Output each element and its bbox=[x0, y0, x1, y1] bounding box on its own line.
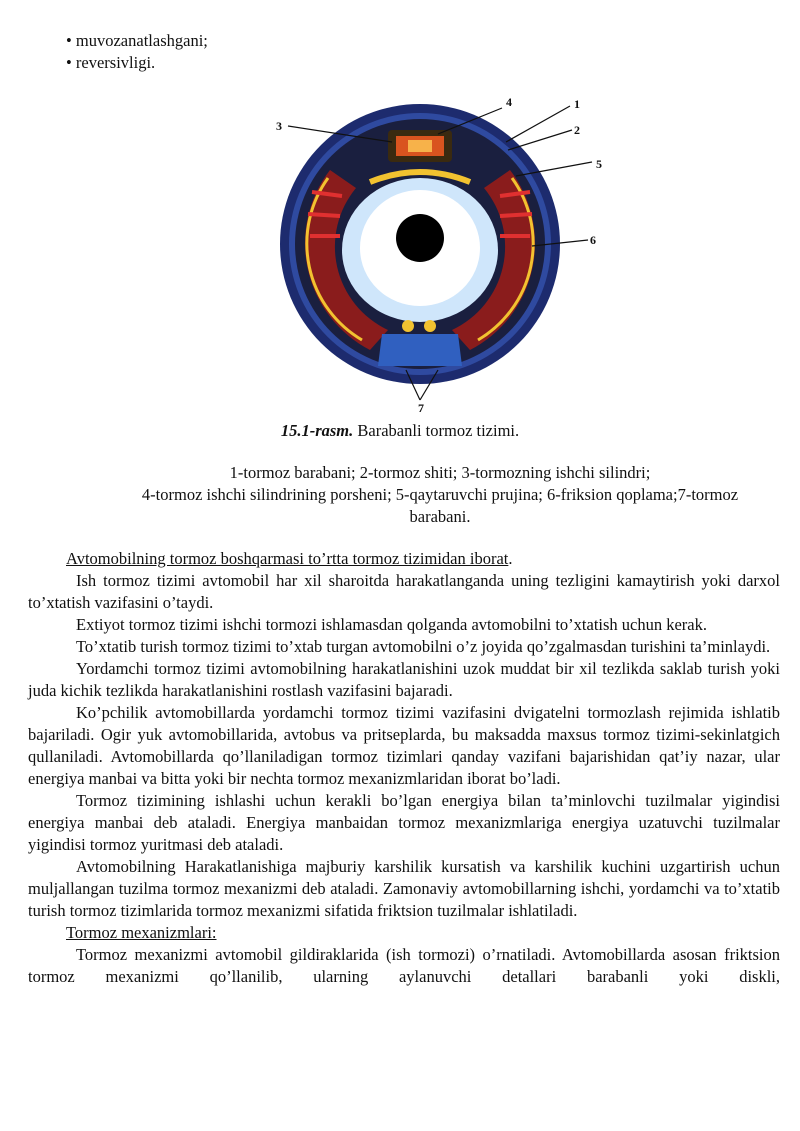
section-heading: Tormoz mexanizmlari: bbox=[66, 923, 217, 942]
main-text bbox=[28, 548, 780, 988]
figure-number: 15.1-rasm. bbox=[280, 421, 354, 440]
paragraph: Extiyot tormoz tizimi ishchi tormozi ishlamasdan qolganda avtomobilni to’xtatish uchun kerak. bbox=[76, 615, 708, 634]
legend-line: 1-tormoz barabani; 2-tormoz shiti; 3-tormozning ishchi silindri; bbox=[229, 463, 651, 482]
hub-hole bbox=[396, 214, 444, 262]
paragraph: Ko’pchilik avtomobillarda yordamchi tormoz tizimi vazifasini dvigatelni tormozlash rejimida ishlatib bajariladi. Ogir yuk avtomobillarida, avtobus va pritseplarda, bu maksadda maxsus tormoz tizimi-sekinlatgich qullaniladi. Avtomobillarda qo’llaniladigan tormoz tizimlari qanday vazifani bajarishidan qat’iy nazar, ular energiya manbai va bitta yoki bir nechta tormoz mexanizmlaridan iborat bo’ladi. bbox=[28, 703, 780, 788]
callout-1: 1 bbox=[574, 97, 580, 111]
anchor-block bbox=[378, 334, 462, 366]
legend-line: 4-tormoz ishchi silindrining porsheni; 5-qaytaruvchi prujina; 6-friksion qoplama;7-tormoz bbox=[141, 485, 739, 504]
drum-brake-figure bbox=[270, 92, 610, 414]
paragraph: Ish tormoz tizimi avtomobil har xil sharoitda harakatlanganda uning tezligini kamaytirish yoki darxol to’xtatish vazifasini o’taydi. bbox=[28, 571, 780, 612]
figure-caption bbox=[0, 420, 800, 442]
paragraph: Yordamchi tormoz tizimi avtomobilning harakatlanishini uzok muddat bir xil tezlikda saklab turish yoki juda kichik tezlikda harakatlanishini rostlash vazifasini bajaradi. bbox=[28, 659, 780, 700]
legend-line: barabani. bbox=[409, 507, 471, 526]
bullet-list bbox=[66, 30, 208, 74]
section-heading: Avtomobilning tormoz boshqarmasi to’rtta tormoz tizimidan iborat. bbox=[66, 549, 513, 568]
callout-7: 7 bbox=[418, 401, 424, 414]
callout-3: 3 bbox=[276, 119, 282, 133]
paragraph: To’xtatib turish tormoz tizimi to’xtab turgan avtomobilni o’z joyida qo’zgalmasdan turishini ta’minlaydi. bbox=[76, 637, 771, 656]
drum-brake-illustration bbox=[270, 92, 610, 414]
callout-5: 5 bbox=[596, 157, 602, 171]
bullet-item: • reversivligi. bbox=[66, 53, 156, 72]
paragraph: Tormoz tizimining ishlashi uchun kerakli bo’lgan energiya bilan ta’minlovchi tuzilmalar yigindisi energiya manbai deb ataladi. Energiya manbaidan tormoz mexanizmlariga energiya uzatuvchi tuzilmalar yigindisi tormoz yuritmasi deb ataladi. bbox=[28, 791, 780, 854]
callout-4: 4 bbox=[506, 95, 512, 109]
callout-6: 6 bbox=[590, 233, 596, 247]
paragraph: Tormoz mexanizmi avtomobil gildiraklarida (ish tormozi) o’rnatiladi. Avtomobillarda asosan friktsion tormoz mexanizmi qo’llanilib, ularning aylanuvchi detallari barabanli yoki diskli, bbox=[28, 945, 780, 986]
bullet-item: • muvozanatlashgani; bbox=[66, 31, 208, 50]
figure-title: Barabanli tormoz tizimi. bbox=[353, 421, 520, 440]
paragraph: Avtomobilning Harakatlanishiga majburiy karshilik kursatish va karshilik kuchini uzgartirish uchun muljallangan tuzilma tormoz mexanizmi deb ataladi. Zamonaviy avtomobillarning ishchi, yordamchi va to’xtatib turish tormoz tizimlarida tormoz mexanizmi sifatida friktsion tuzilmalar ishlatiladi. bbox=[28, 857, 780, 920]
figure-legend bbox=[96, 462, 784, 528]
callout-2: 2 bbox=[574, 123, 580, 137]
